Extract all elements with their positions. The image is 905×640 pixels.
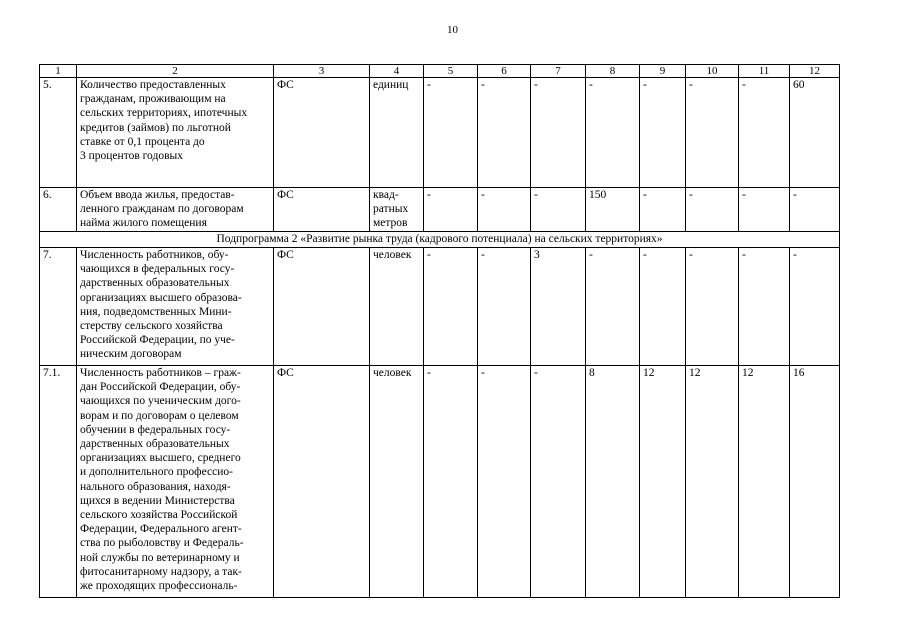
value-cell: 12 bbox=[686, 366, 739, 598]
value-cell: - bbox=[424, 78, 478, 188]
unit-line: человек bbox=[373, 249, 412, 261]
indicator-name-line: дарственных образовательных bbox=[80, 277, 230, 290]
header-row bbox=[40, 65, 840, 78]
indicator-name-line: ства по рыболовству и Федераль- bbox=[80, 537, 244, 550]
indicators-table bbox=[39, 64, 840, 598]
unit-line: человек bbox=[373, 367, 412, 379]
indicator-name-line: дарственных образовательных bbox=[80, 438, 230, 451]
indicator-name-line: Федерации, Федерального агент- bbox=[80, 523, 242, 536]
column-number: 9 bbox=[640, 65, 686, 78]
unit-cell bbox=[370, 78, 424, 188]
indicator-name bbox=[77, 188, 274, 232]
indicator-name-line: фитосанитарному надзору, а так- bbox=[80, 565, 242, 578]
indicator-name-line: дан Российской Федерации, обу- bbox=[80, 381, 241, 394]
column-number: 10 bbox=[686, 65, 739, 78]
value-cell: - bbox=[531, 366, 586, 598]
indicator-name-line: же проходящих профессиональ- bbox=[80, 580, 238, 593]
value-cell: 150 bbox=[586, 188, 640, 232]
table-row bbox=[40, 366, 840, 598]
column-number: 5 bbox=[424, 65, 478, 78]
value-cell: - bbox=[424, 248, 478, 366]
value-cell: - bbox=[424, 188, 478, 232]
indicator-name-line: ной службы по ветеринарному и bbox=[80, 551, 240, 564]
indicator-name-line: кредитов (займов) по льготной bbox=[80, 121, 231, 134]
indicator-name bbox=[77, 248, 274, 366]
indicator-name-line: сельских территориях, ипотечных bbox=[80, 107, 248, 120]
table-row bbox=[40, 188, 840, 232]
value-cell: 16 bbox=[790, 366, 840, 598]
indicator-name-line: нального образования, находя- bbox=[80, 480, 231, 493]
section-title: Подпрограмма 2 «Развитие рынка труда (кадрового потенциала) на сельских территориях» bbox=[40, 232, 840, 248]
table-row bbox=[40, 248, 840, 366]
unit-line: ратных bbox=[373, 203, 409, 216]
value-cell: - bbox=[478, 248, 531, 366]
value-cell: 12 bbox=[739, 366, 790, 598]
indicator-name-line: ворам и по договорам о целевом bbox=[80, 409, 239, 422]
value-cell: 60 bbox=[790, 78, 840, 188]
source-cell: ФС bbox=[274, 188, 370, 232]
indicator-name-line: ленного гражданам по договорам bbox=[80, 203, 244, 216]
source-cell: ФС bbox=[274, 366, 370, 598]
value-cell: - bbox=[640, 188, 686, 232]
unit-cell bbox=[370, 248, 424, 366]
unit-cell bbox=[370, 366, 424, 598]
indicator-name-line: Объем ввода жилья, предостав- bbox=[80, 189, 235, 201]
value-cell: - bbox=[739, 248, 790, 366]
indicator-name-line: стерству сельского хозяйства bbox=[80, 320, 223, 333]
source-cell: ФС bbox=[274, 78, 370, 188]
indicator-name-line: Численность работников – граж- bbox=[80, 367, 241, 379]
value-cell: - bbox=[531, 188, 586, 232]
value-cell: - bbox=[640, 248, 686, 366]
indicator-name-line: ния, подведомственных Мини- bbox=[80, 305, 232, 318]
indicator-name-line: гражданам, проживающим на bbox=[80, 93, 226, 106]
value-cell: 12 bbox=[640, 366, 686, 598]
column-number: 8 bbox=[586, 65, 640, 78]
column-number: 1 bbox=[40, 65, 77, 78]
indicator-name-line: ставке от 0,1 процента до bbox=[80, 135, 205, 148]
column-number: 4 bbox=[370, 65, 424, 78]
value-cell: - bbox=[739, 78, 790, 188]
indicator-name-line: найма жилого помещения bbox=[80, 217, 207, 230]
indicator-name-line: и дополнительного профессио- bbox=[80, 466, 233, 479]
column-number: 12 bbox=[790, 65, 840, 78]
value-cell: - bbox=[686, 188, 739, 232]
value-cell: - bbox=[640, 78, 686, 188]
indicator-name-line: чающихся в федеральных госу- bbox=[80, 263, 235, 276]
column-number: 6 bbox=[478, 65, 531, 78]
value-cell: - bbox=[790, 248, 840, 366]
column-number: 3 bbox=[274, 65, 370, 78]
value-cell: - bbox=[686, 248, 739, 366]
indicator-name-line: обучении в федеральных госу- bbox=[80, 423, 231, 436]
value-cell: - bbox=[478, 366, 531, 598]
column-number: 11 bbox=[739, 65, 790, 78]
row-number: 7. bbox=[40, 248, 77, 366]
value-cell: - bbox=[586, 78, 640, 188]
value-cell: - bbox=[790, 188, 840, 232]
indicator-name-line: организациях высшего, среднего bbox=[80, 452, 241, 465]
value-cell: - bbox=[739, 188, 790, 232]
indicator-name-line: чающихся по ученическим дого- bbox=[80, 395, 241, 408]
unit-cell bbox=[370, 188, 424, 232]
unit-line: квад- bbox=[373, 189, 399, 201]
row-number: 5. bbox=[40, 78, 77, 188]
value-cell: - bbox=[686, 78, 739, 188]
indicator-name-line: ническим договорам bbox=[80, 348, 182, 361]
indicator-name bbox=[77, 366, 274, 598]
unit-line: единиц bbox=[373, 79, 409, 91]
value-cell: - bbox=[531, 78, 586, 188]
indicator-name-line: сельского хозяйства Российской bbox=[80, 509, 238, 522]
source-cell: ФС bbox=[274, 248, 370, 366]
indicator-name-line: Количество предоставленных bbox=[80, 79, 226, 91]
indicator-name-line: Российской Федерации, по уче- bbox=[80, 334, 235, 347]
page-number: 10 bbox=[447, 24, 458, 36]
table-row bbox=[40, 78, 840, 188]
row-number: 6. bbox=[40, 188, 77, 232]
indicator-name-line: Численность работников, обу- bbox=[80, 249, 229, 261]
value-cell: - bbox=[586, 248, 640, 366]
value-cell: 8 bbox=[586, 366, 640, 598]
indicator-name-line: щихся в ведении Министерства bbox=[80, 494, 235, 507]
column-number: 2 bbox=[77, 65, 274, 78]
indicator-name bbox=[77, 78, 274, 188]
section-row bbox=[40, 232, 840, 248]
value-cell: - bbox=[478, 188, 531, 232]
table-body bbox=[40, 65, 840, 598]
value-cell: 3 bbox=[531, 248, 586, 366]
unit-line: метров bbox=[373, 217, 408, 230]
indicator-name-line: 3 процентов годовых bbox=[80, 150, 183, 163]
value-cell: - bbox=[478, 78, 531, 188]
indicator-name-line: организациях высшего образова- bbox=[80, 291, 242, 304]
value-cell: - bbox=[424, 366, 478, 598]
row-number: 7.1. bbox=[40, 366, 77, 598]
column-number: 7 bbox=[531, 65, 586, 78]
